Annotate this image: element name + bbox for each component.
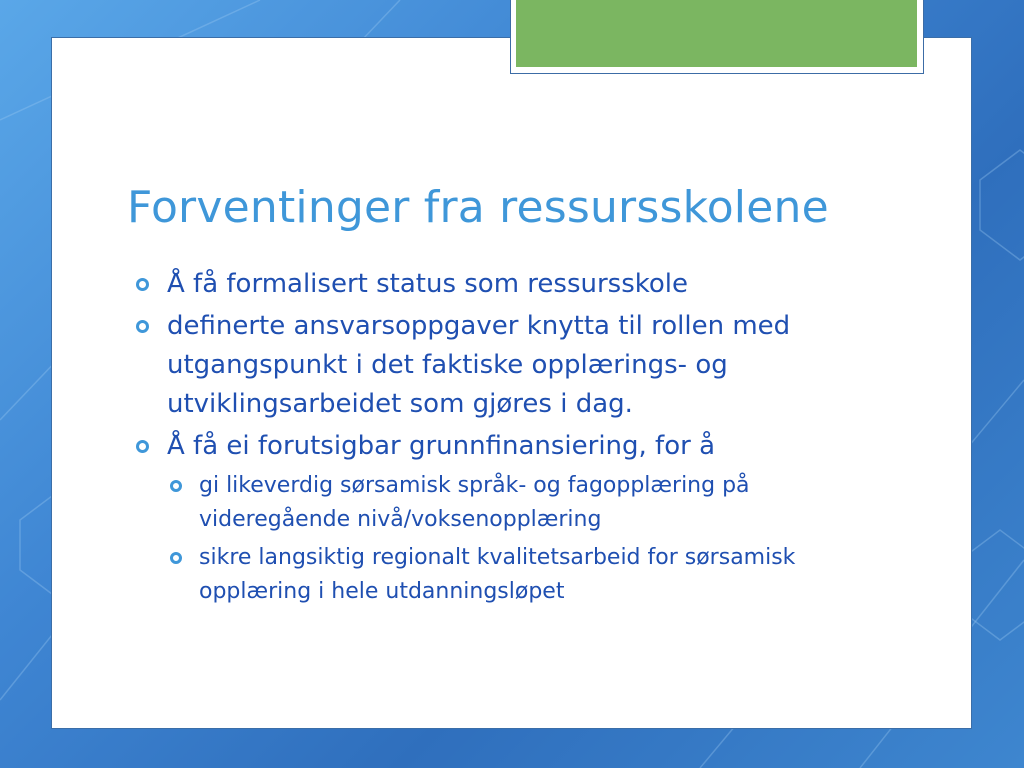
bullet-text: Å få ei forutsigbar grunnfinansiering, for å <box>167 431 716 461</box>
bullet-text: Å få formalisert status som ressursskole <box>167 269 689 299</box>
slide-title: Forventinger fra ressursskolene <box>127 182 829 233</box>
circle-bullet-icon <box>170 480 182 492</box>
bullet-item <box>133 307 893 424</box>
bullet-list <box>133 265 893 613</box>
bullet-text: definerte ansvarsoppgaver knytta til rollen med utgangspunkt i det faktiske opplærings- og utviklingsarbeidet som gjøres i dag. <box>167 311 791 419</box>
accent-bar <box>516 0 917 67</box>
circle-bullet-icon <box>136 278 149 291</box>
sub-bullet-item <box>133 469 893 537</box>
bullet-item <box>133 265 893 304</box>
bullet-item <box>133 427 893 466</box>
circle-bullet-icon <box>170 552 182 564</box>
sub-bullet-text: gi likeverdig sørsamisk språk- og fagopplæring på videregående nivå/voksenopplæring <box>199 473 750 532</box>
circle-bullet-icon <box>136 320 149 333</box>
circle-bullet-icon <box>136 440 149 453</box>
sub-bullet-text: sikre langsiktig regionalt kvalitetsarbeid for sørsamisk opplæring i hele utdanningsløpet <box>199 545 796 604</box>
sub-bullet-item <box>133 541 893 609</box>
